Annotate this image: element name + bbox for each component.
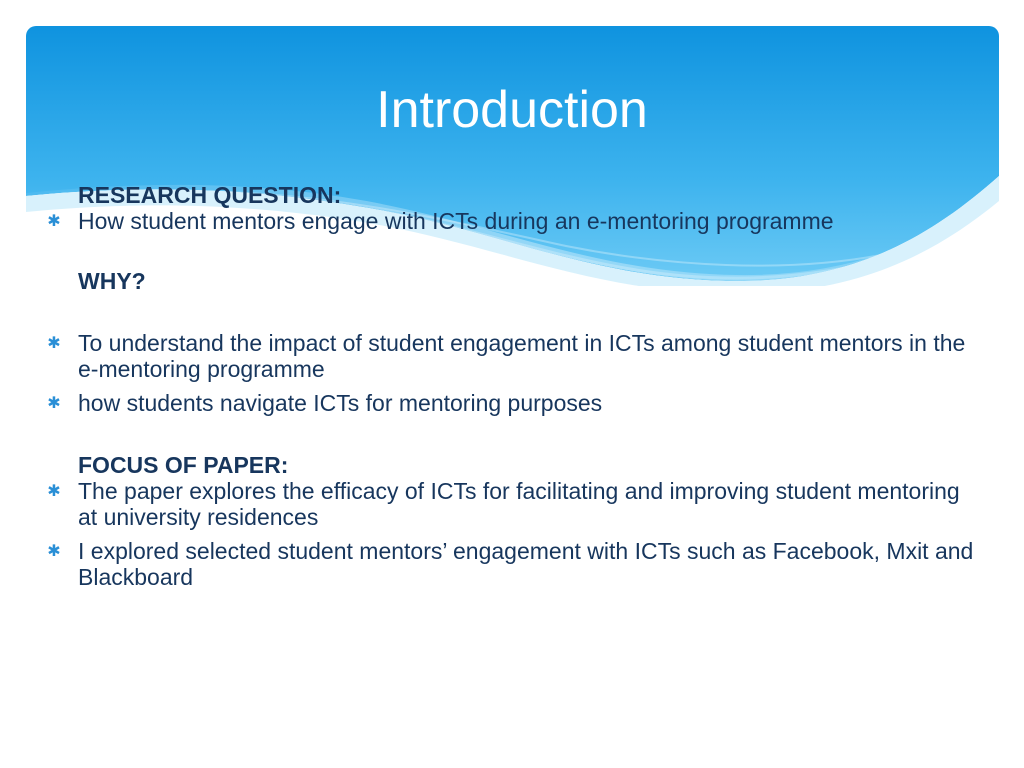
why-heading: WHY? <box>78 268 146 294</box>
asterisk-icon: ✱ <box>47 483 61 500</box>
slide-title: Introduction <box>376 81 648 139</box>
list-item <box>44 390 984 416</box>
bullet-text: To understand the impact of student engagement in ICTs among student mentors in the e-mentoring programme <box>78 330 966 382</box>
bullet-text: How student mentors engage with ICTs during an e-mentoring programme <box>78 208 834 234</box>
asterisk-icon: ✱ <box>47 335 61 352</box>
research-question-heading: RESEARCH QUESTION: <box>78 182 342 208</box>
asterisk-icon: ✱ <box>47 395 61 412</box>
list-item <box>44 208 984 234</box>
bullet-text: The paper explores the efficacy of ICTs for facilitating and improving student mentoring at university residences <box>78 478 960 530</box>
focus-of-paper-heading: FOCUS OF PAPER: <box>78 452 289 478</box>
list-item <box>44 478 984 530</box>
asterisk-icon: ✱ <box>47 543 61 560</box>
list-item <box>44 538 984 590</box>
slide-body <box>44 182 984 590</box>
bullet-text: how students navigate ICTs for mentoring purposes <box>78 390 603 416</box>
asterisk-icon: ✱ <box>47 213 61 230</box>
bullet-text: I explored selected student mentors’ engagement with ICTs such as Facebook, Mxit and Blackboard <box>78 538 974 590</box>
list-item <box>44 330 984 382</box>
